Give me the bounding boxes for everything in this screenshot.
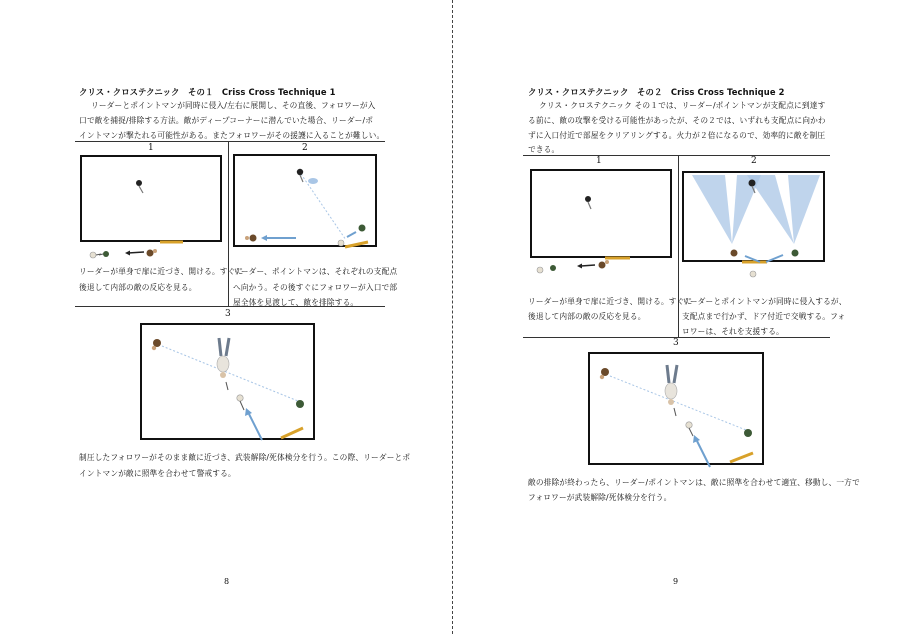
enemy-down-figure-3	[217, 338, 229, 390]
figure-label-3: 3	[225, 309, 231, 319]
pointman-figure-3	[296, 400, 304, 408]
pointman-figure-3	[744, 429, 752, 437]
right-page-title: クリス・クロステクニック その２ Criss Cross Technique 2	[528, 87, 785, 97]
page-number: 9	[673, 577, 679, 586]
leader-figure-2	[731, 250, 738, 257]
pointman-figure-1	[550, 265, 556, 271]
right-intro-line-4: できる。	[528, 145, 560, 154]
caption-3-line-2: イントマンが敵に照準を合わせて警戒する。	[79, 469, 236, 478]
fire-cone-right-b	[788, 175, 820, 244]
follower-figure-2	[338, 240, 344, 246]
right-intro-line-1: クリス・クロステクニック その１では、リーダー/ポイントマンが支配点に到達す	[539, 101, 826, 110]
door-2	[345, 242, 368, 247]
left-intro-line-1: リーダーとポイントマンが同時に侵入/左右に展開し、その直後、フォロワーが入	[91, 101, 376, 110]
retreat-arrow-1	[581, 265, 595, 266]
fire-impact-2	[308, 178, 318, 184]
fire-cone-left-a	[692, 175, 732, 244]
caption-2-line-2: へ向かう。その後すぐにフォロワーが入口で部	[233, 283, 398, 292]
page-gutter-divider	[452, 0, 453, 634]
leader-figure-2	[245, 235, 257, 242]
follower-figure-2	[750, 271, 756, 277]
caption-2-line-1: リーダーとポイントマンが同時に侵入するが、	[682, 297, 847, 306]
follower-figure-3	[237, 395, 244, 410]
right-intro-line-3: ずに入口付近で部屋をクリアリングする。火力が２倍になるので、効率的に敵を制圧	[528, 131, 826, 140]
pointman-figure-2	[359, 225, 366, 232]
figure-label-2: 2	[751, 156, 757, 166]
right-page	[455, 0, 900, 634]
left-intro-line-3: イントマンが撃たれる可能性がある。またフォロワーがその援護に入ることが難しい。	[79, 131, 385, 140]
pointman-figure-2	[792, 250, 799, 257]
door-3	[281, 428, 303, 438]
left-page-title: クリス・クロステクニック その１ Criss Cross Technique 1	[79, 87, 336, 97]
caption-2-line-3: ロワーは、それを支援する。	[682, 327, 784, 336]
caption-3-line-1: 制圧したフォロワーがそのまま敵に近づき、武装解除/死体検分を行う。この際、リーダーとポ	[79, 453, 411, 462]
enemy-figure-1	[136, 180, 143, 193]
caption-1-line-1: リーダーが単身で扉に近づき、開ける。すぐに	[79, 267, 244, 276]
pointman-move-arrow-2	[347, 232, 356, 237]
caption-2-line-3: 屋全体を見渡して、敵を排除する。	[233, 298, 359, 307]
figure-label-3: 3	[673, 338, 679, 348]
caption-3-line-2: フォロワーが武装解除/死体検分を行う。	[528, 493, 672, 502]
retreat-arrow-1	[128, 252, 144, 253]
figure-label-1: 1	[596, 156, 602, 166]
caption-3-line-1: 敵の排除が終わったら、リーダー/ポイントマンは、敵に照準を合わせて適宜、移動し、一方で	[528, 478, 860, 487]
line-of-fire-3	[610, 376, 746, 430]
caption-2-line-2: 支配点まで行かず、ドア付近で交戦する。フォ	[682, 312, 846, 321]
left-intro-line-2: 口で敵を捕捉/排除する方法。敵がディープコーナーに潜んでいた場合、リーダー/ポ	[79, 116, 374, 125]
follower-move-arrow-3	[697, 441, 710, 467]
follower-figure-3	[686, 422, 693, 436]
follower-move-arrow-3	[249, 414, 262, 440]
line-of-fire-3a	[162, 346, 298, 401]
leader-figure-3	[600, 368, 609, 379]
enemy-down-figure-3	[665, 365, 677, 416]
caption-1-line-2: 後退して内部の敵の反応を見る。	[79, 283, 197, 292]
enemy-figure-1	[585, 196, 591, 209]
page-number: 8	[224, 577, 230, 586]
figure-label-1: 1	[148, 143, 154, 153]
caption-2-line-1: リーダー、ポイントマンは、それぞれの支配点	[233, 267, 398, 276]
pointman-move-arrow-2	[766, 255, 783, 262]
right-intro-line-2: る前に、敵の攻撃を受ける可能性があったが、その２では、いずれも支配点に向かわ	[528, 116, 826, 125]
caption-1-line-2: 後退して内部の敵の反応を見る。	[528, 312, 646, 321]
figure-label-2: 2	[302, 143, 308, 153]
door-3	[730, 453, 753, 462]
leader-figure-3	[152, 339, 161, 350]
line-of-fire-2	[301, 174, 346, 240]
follower-figure-1	[537, 267, 543, 273]
leader-figure-1	[599, 260, 610, 269]
leader-figure-1	[147, 249, 158, 257]
caption-1-line-1: リーダーが単身で扉に近づき、開ける。すぐに	[528, 297, 693, 306]
